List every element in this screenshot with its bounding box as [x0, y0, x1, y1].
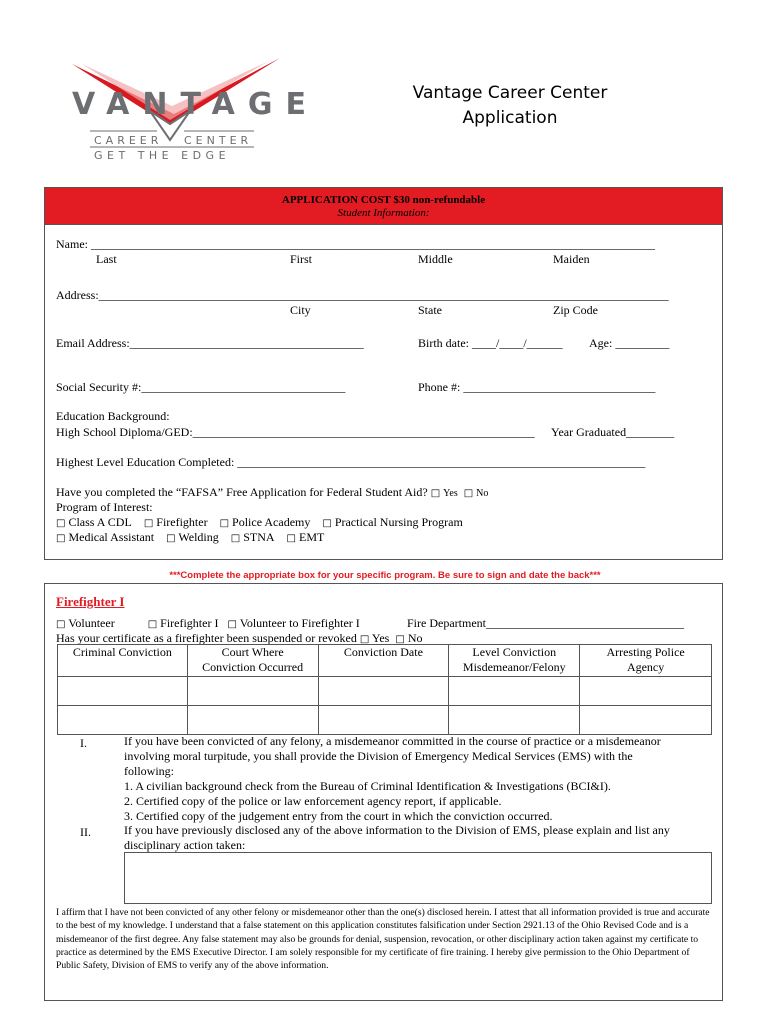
program-welding: Welding [178, 530, 219, 544]
option-firefighter-one: Firefighter I [160, 616, 219, 630]
option-volunteer-to-ff: Volunteer to Firefighter I [239, 616, 360, 630]
checkbox-police-academy[interactable]: □ [219, 518, 230, 529]
name-field[interactable]: Name: ______________________________________________________________________________________________ [56, 237, 655, 251]
birth-date-field[interactable]: Birth date: ____/____/______ [418, 336, 563, 350]
diploma-field[interactable]: High School Diploma/GED:_________________________________________________________ [56, 425, 535, 439]
item-one-line: following: [124, 764, 174, 778]
table-cell[interactable] [449, 677, 580, 706]
label-middle: Middle [418, 252, 453, 266]
header-text: Arresting Police [606, 645, 685, 659]
program-practical-nursing: Practical Nursing Program [334, 515, 463, 529]
education-heading: Education Background: [56, 409, 170, 423]
header-arresting-agency [580, 645, 712, 677]
label-last: Last [96, 252, 117, 266]
student-info-heading: Student Information: [337, 207, 430, 219]
checkbox-volunteer[interactable]: □ [56, 619, 66, 630]
header-text: Criminal Conviction [72, 645, 172, 659]
header-text: Agency [626, 660, 665, 674]
checkbox-firefighter-one[interactable]: □ [147, 619, 158, 630]
sub-item: 3. Certified copy of the judgement entry from the court in which the conviction occurred. [124, 809, 553, 823]
logo-tagline: GET THE EDGE [94, 149, 231, 162]
email-field[interactable]: Email Address:_______________________________________ [56, 336, 364, 350]
checkbox-stna[interactable]: □ [230, 533, 241, 544]
phone-field[interactable]: Phone #: ________________________________ [418, 380, 656, 394]
header-text: Level Conviction [472, 645, 557, 659]
label-state: State [418, 303, 442, 317]
header-conviction-date [318, 645, 449, 677]
table-row [58, 677, 712, 706]
table-cell[interactable] [318, 677, 449, 706]
item-two-line: If you have previously disclosed any of the above information to the Division of EMS, please explain and list any [124, 823, 670, 837]
item-one-line: If you have been convicted of any felony, a misdemeanor committed in the course of practice or a misdemeanor [124, 734, 661, 748]
checkbox-class-a-cdl[interactable]: □ [56, 518, 66, 529]
fafsa-row [56, 485, 488, 500]
program-heading: Program of Interest: [56, 500, 153, 514]
title-line-1: Vantage Career Center [412, 83, 608, 103]
checkbox-practical-nursing[interactable]: □ [322, 518, 332, 529]
program-row-2 [56, 530, 324, 545]
item-two-numeral: II. [80, 825, 91, 839]
checkbox-welding[interactable]: □ [166, 533, 176, 544]
label-maiden: Maiden [553, 252, 590, 266]
affirmation-text: I affirm that I have not been convicted of any other felony or misdemeanor other than the one(s) disclosed herein. I attest that all information provided is true and accurate to the best of my knowledge. I understand that a false statement on this application constitutes falsification under Section 2921.13 of the Ohio Revised Code and is a misdemeanor of the first degree. Any false statement may also be grounds for denial, suspension, revocation, or other disciplinary action taken against my certificate to practice as determined by the EMS Executive Director. I am solely responsible for my certificate of fire training. I hereby give permission to the Ohio Department of Public Safety, Division of EMS to verify any of the above information. [56, 907, 710, 972]
instruction-notice: ***Complete the appropriate box for your specific program. Be sure to sign and date the back*** [169, 570, 601, 581]
fafsa-yes-checkbox[interactable]: □ [430, 488, 441, 499]
table-row [58, 706, 712, 735]
table-cell[interactable] [58, 677, 188, 706]
checkbox-medical-assistant[interactable]: □ [56, 533, 66, 544]
program-class-a-cdl: Class A CDL [68, 515, 132, 529]
checkbox-volunteer-to-ff[interactable]: □ [227, 619, 237, 630]
header-text: Conviction Date [343, 645, 423, 659]
sub-item: 2. Certified copy of the police or law enforcement agency report, if applicable. [124, 794, 502, 808]
age-field[interactable]: Age: _________ [589, 336, 670, 350]
program-emt: EMT [298, 530, 325, 544]
item-one-line: involving moral turpitude, you shall provide the Division of Emergency Medical Services (EMS) with the [124, 749, 633, 763]
program-police-academy: Police Academy [232, 515, 311, 529]
page-title [380, 81, 640, 131]
header-criminal-conviction [58, 645, 188, 677]
cost-banner-text: APPLICATION COST $30 non-refundable [281, 194, 486, 206]
table-cell[interactable] [187, 706, 318, 735]
header-text: Court Where [221, 645, 284, 659]
firefighter-options-row [56, 616, 360, 631]
suspended-no-label: No [407, 631, 423, 645]
header-text: Misdemeanor/Felony [462, 660, 566, 674]
logo-word: VANTAGE [72, 87, 319, 122]
program-stna: STNA [243, 530, 275, 544]
fafsa-no-label: No [476, 488, 489, 499]
fafsa-yes-label: Yes [443, 488, 458, 499]
item-one-numeral: I. [80, 736, 87, 750]
ssn-field[interactable]: Social Security #:__________________________________ [56, 380, 346, 394]
checkbox-emt[interactable]: □ [286, 533, 296, 544]
fafsa-question: Have you completed the “FAFSA” Free Application for Federal Student Aid? [56, 485, 428, 499]
item-two-line: disciplinary action taken: [124, 838, 246, 852]
item-one-text [124, 734, 661, 824]
highest-education-field[interactable]: Highest Level Education Completed: ____________________________________________________________________ [56, 455, 646, 469]
firefighter-title: Firefighter I [56, 594, 125, 609]
title-line-2: Application [462, 108, 558, 128]
disciplinary-explanation-box[interactable] [124, 852, 712, 904]
logo-center: CENTER [184, 134, 253, 147]
header-court [187, 645, 318, 677]
suspended-yes-label: Yes [371, 631, 390, 645]
sub-item: 1. A civilian background check from the Bureau of Criminal Identification & Investigations (BCI&I). [124, 779, 611, 793]
cost-banner [44, 187, 723, 225]
program-medical-assistant: Medical Assistant [68, 530, 155, 544]
conviction-table-header [58, 645, 712, 677]
table-cell[interactable] [580, 677, 712, 706]
vantage-logo [62, 56, 319, 166]
table-cell[interactable] [449, 706, 580, 735]
logo-career: CAREER [94, 134, 163, 147]
table-cell[interactable] [318, 706, 449, 735]
fire-department-field[interactable]: Fire Department_________________________________ [407, 616, 684, 630]
conviction-table [57, 644, 712, 735]
label-city: City [290, 303, 311, 317]
option-volunteer: Volunteer [68, 616, 115, 630]
fafsa-no-checkbox[interactable]: □ [463, 488, 474, 499]
table-cell[interactable] [187, 677, 318, 706]
checkbox-firefighter[interactable]: □ [143, 518, 154, 529]
suspended-no-checkbox[interactable]: □ [395, 634, 405, 645]
item-two-text [124, 823, 670, 853]
program-firefighter: Firefighter [156, 515, 208, 529]
header-level-conviction [449, 645, 580, 677]
label-first: First [290, 252, 313, 266]
suspended-yes-checkbox[interactable]: □ [359, 634, 370, 645]
table-cell[interactable] [580, 706, 712, 735]
header-text: Conviction Occurred [202, 660, 304, 674]
program-row-1 [56, 515, 463, 530]
label-zip: Zip Code [553, 303, 598, 317]
address-field[interactable]: Address:_______________________________________________________________________________________________ [56, 288, 669, 302]
year-graduated-field[interactable]: Year Graduated________ [551, 425, 675, 439]
suspended-question: Has your certificate as a firefighter been suspended or revoked [56, 631, 357, 645]
table-cell[interactable] [58, 706, 188, 735]
